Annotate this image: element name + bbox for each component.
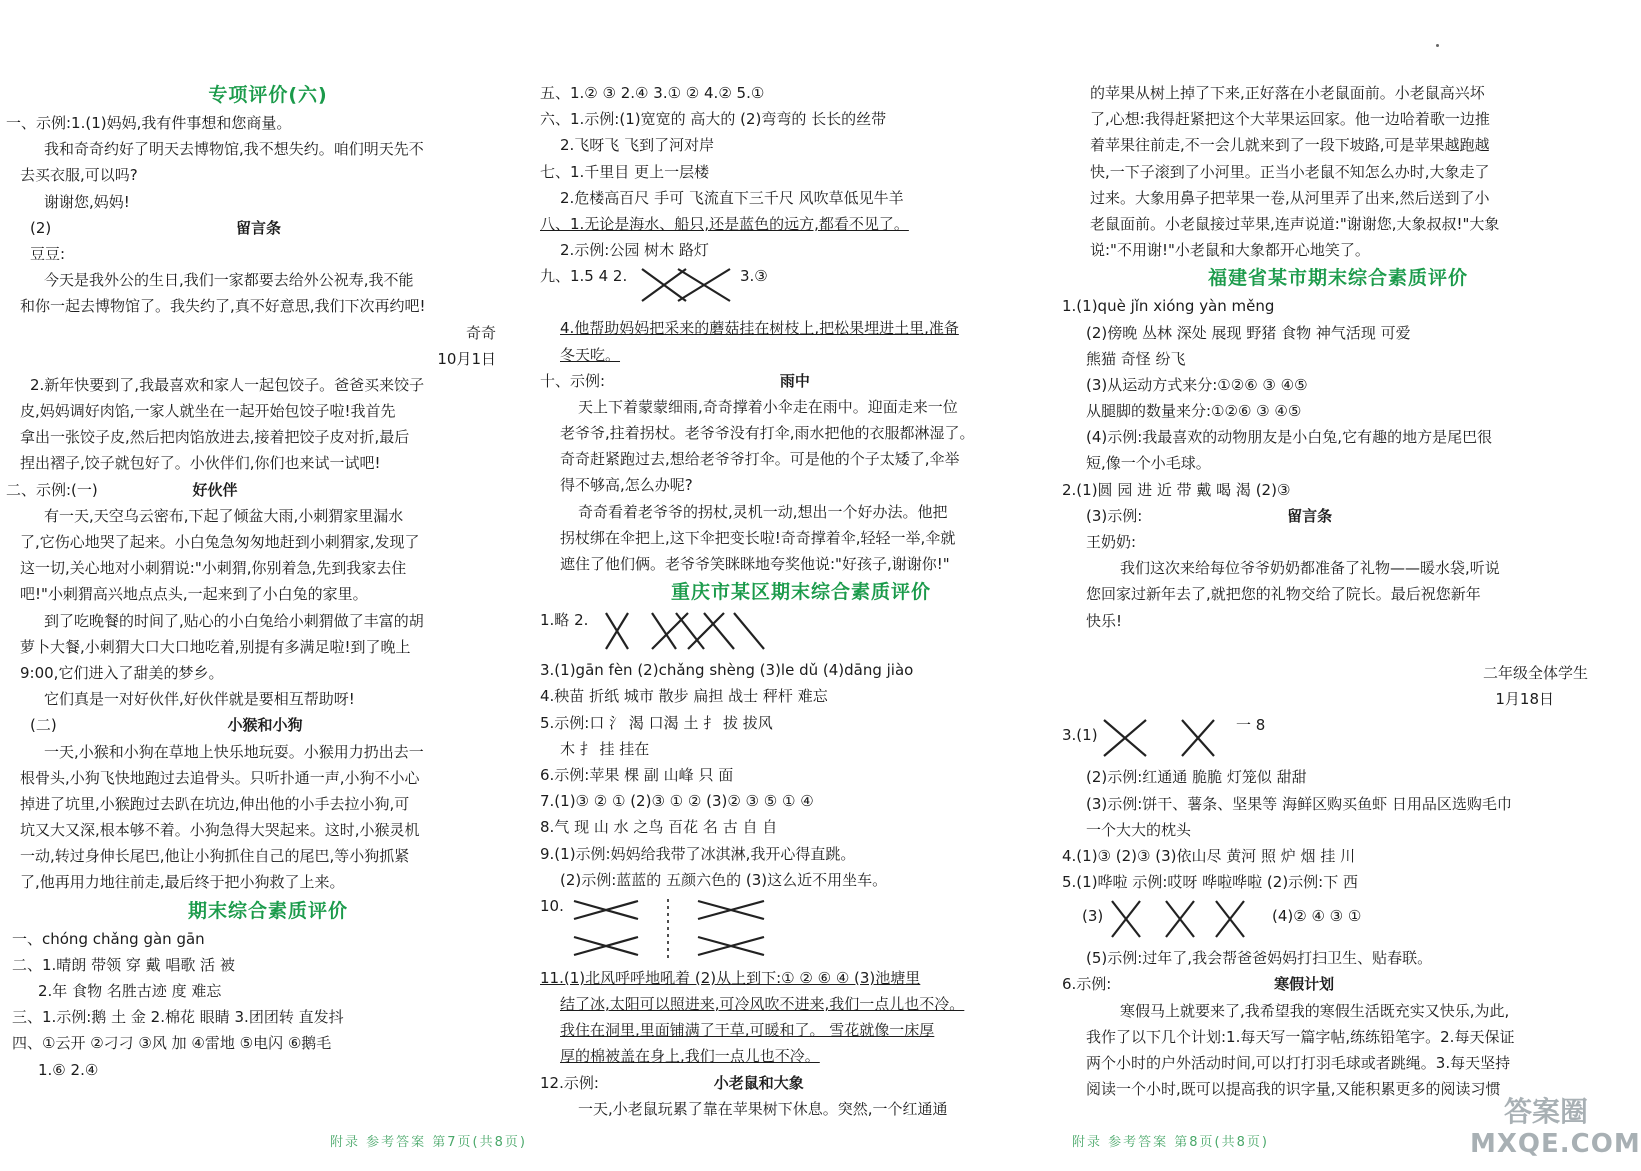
answer-line: 一、示例:1.(1)妈妈,我有件事想和您商量。 <box>6 114 292 132</box>
note-title: 留言条 <box>1287 506 1333 525</box>
story-title: 寒假计划 <box>1274 975 1335 994</box>
answer-line: 我们这次来给每位爷爷奶奶都准备了礼物——暖水袋,听说 <box>1120 559 1500 578</box>
story-heading-row <box>6 712 530 738</box>
answer-line: 这一切,关心地对小刺猬说:"小刺猬,你别着急,先到我家去住 <box>20 559 407 578</box>
answer-line: 坑又大又深,根本够不着。小狗急得大哭起来。这时,小猴灵机 <box>20 821 420 840</box>
story-label: 十、示例: <box>540 371 606 390</box>
answer-line: 我和奇奇约好了明天去博物馆,我不想失约。咱们明天先不 <box>44 140 424 159</box>
answer-line <box>540 211 1062 237</box>
answer-line: 王奶奶: <box>1086 533 1137 551</box>
story-title: 好伙伴 <box>192 480 238 499</box>
answer-line: 5.示例:口 氵 渴 口渴 土 扌 拔 拔风 <box>540 713 773 732</box>
answer-line: 二、1.晴朗 带领 穿 戴 唱歌 活 被 <box>12 955 235 974</box>
answer-line: 2.新年快要到了,我最喜欢和家人一起包饺子。爸爸买来饺子 <box>30 375 425 394</box>
answer-line: 2.危楼高百尺 手可 飞流直下三千尺 风吹草低见牛羊 <box>560 188 904 207</box>
answer-line: 皮,妈妈调好肉馅,一家人就坐在一起开始包饺子啦!我首先 <box>20 402 396 421</box>
answer-line: 拿出一张饺子皮,然后把肉馅放进去,接着把饺子皮对折,最后 <box>20 428 410 447</box>
answer-line: 6.示例:苹果 棵 副 山峰 只 面 <box>540 765 734 784</box>
answer-line: 短,像一个小毛球。 <box>1086 454 1211 473</box>
answer-line: 和你一起去博物馆了。我失约了,真不好意思,我们下次再约吧! <box>20 297 426 316</box>
watermark-top: 答案圈 <box>1503 1095 1588 1128</box>
answer-line: 1.(1)què jǐn xióng yàn měng <box>1062 297 1275 316</box>
answer-line: 老爷爷,拄着拐杖。老爷爷没有打伞,雨水把他的衣服都淋湿了。 <box>560 424 975 443</box>
answer-line: 2.年 食物 名胜古迹 度 难忘 <box>38 982 222 1000</box>
answer-line: 了,它伤心地哭了起来。小白兔急匆匆地赶到小刺猬家,发现了 <box>20 533 420 551</box>
note-date: 1月18日 <box>1495 690 1554 709</box>
answer-line: 的苹果从树上掉了下来,正好落在小老鼠面前。小老鼠高兴坏 <box>1090 84 1485 102</box>
answer-line: 9.(1)示例:妈妈给我带了冰淇淋,我开心得直跳。 <box>540 844 856 863</box>
answer-line: (2)示例:蓝蓝的 五颜六色的 (3)这么近不用坐车。 <box>560 870 888 889</box>
story-label: 6.示例: <box>1062 975 1112 994</box>
section-title-fujian: 福建省某市期末综合素质评价 <box>1207 267 1468 290</box>
note-date: 10月1日 <box>437 349 496 368</box>
underlined-answer: 我住在洞里,里面铺满了干草,可暖和了。 雪花就像一床厚 <box>560 1021 935 1040</box>
answer-line: 2.(1)圆 园 进 近 带 戴 喝 渴 (2)③ <box>1062 480 1291 499</box>
answer-line: 7.(1)③ ② ① (2)③ ① ② (3)② ③ ⑤ ① ④ <box>540 792 814 811</box>
answer-label: 九、1.5 4 2. <box>540 267 628 286</box>
answer-line: 我作了以下几个计划:1.每天写一篇字帖,练练铅笔字。2.每天保证 <box>1086 1027 1515 1046</box>
answer-line: 得不够高,怎么办呢? <box>560 476 693 495</box>
note-heading-row <box>1082 503 1594 529</box>
answer-line: 5.(1)哗啦 示例:哎呀 哗啦哗啦 (2)示例:下 西 <box>1062 873 1358 892</box>
watermark-bottom: MXQE.COM <box>1470 1129 1641 1159</box>
answer-line: 奇奇看着老爷爷的拐杖,灵机一动,想出一个好办法。他把 <box>578 502 948 521</box>
note-heading-row <box>6 215 530 241</box>
matching-row-q9 <box>540 263 1062 315</box>
underlined-answer: 八、1.无论是海水、船只,还是蓝色的远方,都看不见了。 <box>540 214 909 233</box>
answer-line: 着苹果往前走,不一会儿就来到了一段下坡路,可是苹果越跑越 <box>1090 136 1490 155</box>
answer-line: 六、1.示例:(1)宽宽的 高大的 (2)弯弯的 长长的丝带 <box>540 110 887 129</box>
answer-line: 三、1.示例:鹅 土 金 2.棉花 眼睛 3.团团转 直发抖 <box>12 1008 344 1027</box>
matching-lines-icon <box>568 895 808 963</box>
answer-line: 1.⑥ 2.④ <box>38 1060 99 1079</box>
matching-lines-icon <box>1110 897 1270 941</box>
note-title: 留言条 <box>236 218 282 237</box>
note-label: (2) <box>30 218 52 237</box>
answer-line: 4.(1)③ (2)③ (3)依山尽 黄河 照 炉 烟 挂 川 <box>1062 846 1356 865</box>
answer-line: 快乐! <box>1086 611 1123 630</box>
answer-label: 一 8 <box>1236 716 1266 735</box>
matching-row-q5 <box>1082 895 1594 945</box>
answer-line: (5)示例:过年了,我会帮爸爸妈妈打扫卫生、贴春联。 <box>1086 949 1433 968</box>
note-signature: 二年级全体学生 <box>1482 663 1588 682</box>
answer-label: 3.③ <box>740 267 768 286</box>
answer-line: 您回家过新年去了,就把您的礼物交给了院长。最后祝您新年 <box>1086 585 1481 604</box>
answer-line <box>540 1043 1062 1069</box>
answer-line: (2)傍晚 丛林 深处 展现 野猪 食物 神气活现 可爱 <box>1086 323 1411 342</box>
column-right <box>1062 80 1594 1102</box>
answer-line: 从腿脚的数量来分:①②⑥ ③ ④⑤ <box>1086 402 1302 421</box>
answer-line: 豆豆: <box>30 244 66 263</box>
answer-line: 七、1.千里目 更上一层楼 <box>540 162 710 181</box>
answer-line <box>540 965 1062 991</box>
section-title-chongqing: 重庆市某区期末综合素质评价 <box>670 581 931 604</box>
story-heading-row <box>540 1070 1062 1096</box>
answer-line <box>540 1017 1062 1043</box>
section-title-special-eval: 专项评价(六) <box>208 84 328 106</box>
answer-line: 萝卜大餐,小刺猬大口大口地吃着,别提有多满足啦!到了晚上 <box>20 637 411 656</box>
story-label: (二) <box>30 716 57 735</box>
answer-line: 阅读一个小时,既可以提高我的识字量,又能积累更多的阅读习惯 <box>1086 1080 1501 1099</box>
answer-line: 掉进了坑里,小猴跑过去趴在坑边,伸出他的小手去拉小狗,可 <box>20 794 410 813</box>
answer-line: 4.秧苗 折纸 城市 散步 扁担 战士 秤杆 难忘 <box>540 687 828 706</box>
answer-line: 今天是我外公的生日,我们一家都要去给外公祝寿,我不能 <box>44 271 414 290</box>
answer-line: 一、chóng chǎng gàn gān <box>12 929 205 948</box>
underlined-answer: 4.他帮助妈妈把采来的蘑菇挂在树枝上,把松果埋进土里,准备 <box>560 319 959 338</box>
answer-line: 捏出褶子,饺子就包好了。小伙伴们,你们也来试一试吧! <box>20 454 381 473</box>
stray-dot <box>1436 44 1439 47</box>
matching-row-q10 <box>540 893 1062 965</box>
answer-line: 2.飞呀飞 飞到了河对岸 <box>560 136 715 155</box>
underlined-answer: 冬天吃。 <box>560 345 621 364</box>
underlined-answer: 11.(1)北风呼呼地吼着 (2)从上到下:① ② ⑥ ④ (3)池塘里 <box>540 968 921 987</box>
answer-line: 过来。大象用鼻子把苹果一卷,从河里弄了出来,然后送到了小 <box>1090 188 1490 207</box>
answer-line: 天上下着蒙蒙细雨,奇奇撑着小伞走在雨中。迎面走来一位 <box>578 397 958 416</box>
answer-line: 两个小时的户外活动时间,可以打打羽毛球或者跳绳。3.每天坚持 <box>1086 1054 1511 1072</box>
answer-line: 木 扌 挂 挂在 <box>560 739 650 758</box>
answer-line: 奇奇赶紧跑过去,想给老爷爷打伞。可是他的个子太矮了,伞举 <box>560 450 960 469</box>
story-title: 小猴和小狗 <box>227 716 303 735</box>
answer-line: 到了吃晚餐的时间了,贴心的小白兔给小刺猬做了丰富的胡 <box>44 611 424 630</box>
note-spacer <box>1082 634 1594 660</box>
matching-row-q3 <box>1062 712 1594 764</box>
answer-line: 根骨头,小狗飞快地跑过去追骨头。只听扑通一声,小狗不小心 <box>20 768 420 787</box>
answer-line: 说:"不用谢!"小老鼠和大象都开心地笑了。 <box>1090 241 1370 260</box>
answer-line: 吧!"小刺猬高兴地点点头,一起来到了小白兔的家里。 <box>20 585 368 604</box>
answer-line: (3)从运动方式来分:①②⑥ ③ ④⑤ <box>1086 375 1308 394</box>
answer-line: 8.气 现 山 水 之鸟 百花 名 古 自 自 <box>540 818 778 837</box>
note-signature: 奇奇 <box>465 323 496 342</box>
answer-line: 9:00,它们进入了甜美的梦乡。 <box>20 663 224 682</box>
answer-line: 了,他再用力地往前走,最后终于把小狗救了上来。 <box>20 873 345 892</box>
story-heading-row <box>6 477 530 503</box>
column-middle <box>540 80 1062 1122</box>
answer-line: 去买衣服,可以吗? <box>20 166 138 185</box>
matching-lines-icon <box>1102 716 1222 760</box>
answer-line: 一天,小猴和小狗在草地上快乐地玩耍。小猴用力扔出去一 <box>44 742 424 761</box>
answer-label: 3.(1) <box>1062 726 1098 745</box>
answer-line: 谢谢您,妈妈! <box>44 192 130 211</box>
story-title: 小老鼠和大象 <box>713 1073 804 1092</box>
page-footer-right: 附录 参考答案 第8页(共8页) <box>1072 1135 1269 1150</box>
watermark-logo <box>1470 1095 1641 1160</box>
answer-line: 一动,转过身伸长尾巴,他让小狗抓住自己的尾巴,等小狗抓紧 <box>20 847 410 866</box>
story-label: 12.示例: <box>540 1073 599 1092</box>
answer-line: 一个大大的枕头 <box>1086 820 1192 839</box>
answer-line: 快,一下子滚到了小河里。正当小老鼠不知怎么办时,大象走了 <box>1090 162 1490 181</box>
answer-line: 遮住了他们俩。老爷爷笑眯眯地夸奖他说:"好孩子,谢谢你!" <box>560 555 950 573</box>
story-title: 雨中 <box>779 371 810 390</box>
answer-line: 四、①云开 ②刁刁 ③风 加 ④雷地 ⑤电闪 ⑥鹅毛 <box>12 1034 332 1053</box>
answer-label: 10. <box>540 896 564 915</box>
underlined-answer: 结了冰,太阳可以照进来,可冷风吹不进来,我们一点儿也不冷。 <box>560 995 965 1014</box>
answer-line: 一天,小老鼠玩累了靠在苹果树下休息。突然,一个红通通 <box>578 1099 948 1118</box>
answer-line: 熊猫 奇怪 纷飞 <box>1086 349 1186 368</box>
answer-line: 有一天,天空乌云密布,下起了倾盆大雨,小刺猬家里漏水 <box>44 506 404 525</box>
answer-line: 3.(1)gān fèn (2)chǎng shèng (3)le dǔ (4)dāng jiào <box>540 661 914 680</box>
section-title-final-eval: 期末综合素质评价 <box>187 899 348 922</box>
answer-line: 了,心想:我得赶紧把这个大苹果运回家。他一边哈着歌一边推 <box>1090 110 1490 129</box>
answer-line: 老鼠面前。小老鼠接过苹果,连声说道:"谢谢您,大象叔叔!"大象 <box>1090 214 1500 233</box>
answer-label: (4)② ④ ③ ① <box>1272 907 1362 926</box>
column-left <box>6 80 530 1083</box>
answer-line <box>540 342 1062 368</box>
note-label: (3)示例: <box>1086 506 1143 525</box>
answer-line: 拐杖绑在伞把上,这下伞把变长啦!奇奇撑着伞,轻轻一举,伞就 <box>560 528 956 547</box>
answer-line: (4)示例:我最喜欢的动物朋友是小白兔,它有趣的地方是尾巴很 <box>1086 428 1493 447</box>
answer-line: 2.示例:公园 树木 路灯 <box>560 241 709 260</box>
story-label: 二、示例:(一) <box>6 480 98 499</box>
answer-line <box>540 991 1062 1017</box>
answer-line: (2)示例:红通通 脆脆 灯笼似 甜甜 <box>1086 768 1307 787</box>
story-heading-row <box>1062 971 1594 997</box>
matching-lines-icon <box>638 265 738 305</box>
matching-row-q2 <box>540 607 1062 657</box>
matching-lines-icon <box>604 609 794 653</box>
page-footer-left: 附录 参考答案 第7页(共8页) <box>330 1135 527 1150</box>
answer-line: (3)示例:饼干、薯条、坚果等 海鲜区购买鱼虾 日用品区选购毛巾 <box>1086 794 1512 813</box>
answer-line: 寒假马上就要来了,我希望我的寒假生活既充实又快乐,为此, <box>1120 1001 1510 1020</box>
answer-line <box>540 315 1062 341</box>
underlined-answer: 厚的棉被盖在身上,我们一点儿也不冷。 <box>560 1047 820 1066</box>
answer-label: (3) <box>1082 907 1104 926</box>
answer-label: 1.略 2. <box>540 611 589 630</box>
story-heading-row <box>540 368 1062 394</box>
answer-line: 五、1.② ③ 2.④ 3.① ② 4.② 5.① <box>540 84 765 102</box>
answer-line: 它们真是一对好伙伴,好伙伴就是要相互帮助呀! <box>44 690 355 709</box>
